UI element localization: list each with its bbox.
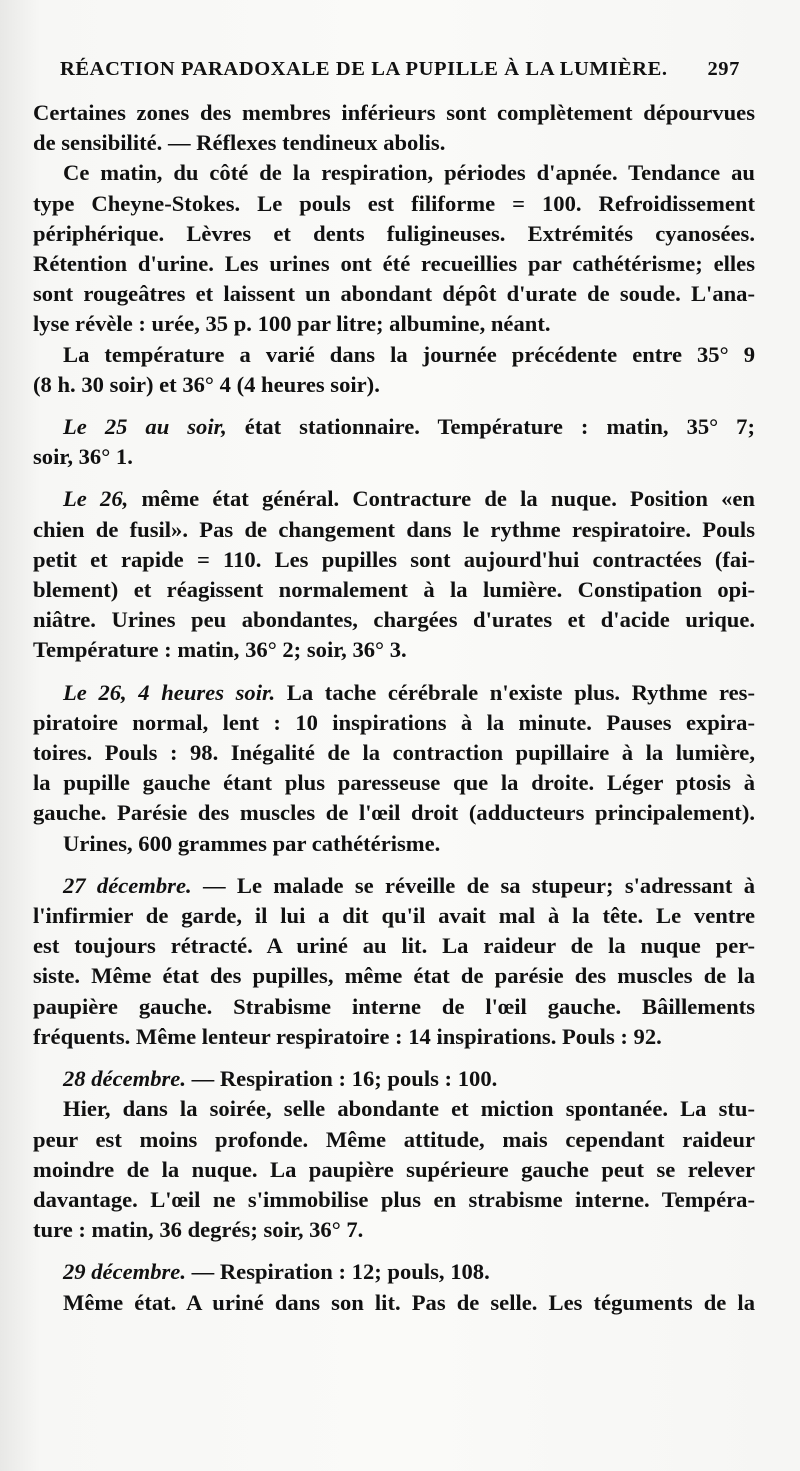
- line-text: de sensibilité. — Réflexes tendineux abolis.: [33, 130, 446, 156]
- text-line: [33, 370, 755, 400]
- text-line: [33, 545, 755, 575]
- line-text: siste. Même état des pupilles, même état de parésie des muscles de la: [33, 963, 755, 989]
- text-line: [33, 992, 755, 1022]
- text-line: [33, 219, 755, 249]
- paragraph-gap: [33, 666, 755, 678]
- line-text: gauche. Parésie des muscles de l'œil droit (adducteurs principalement).: [33, 800, 755, 826]
- paragraph-gap: [33, 1052, 755, 1064]
- line-text: niâtre. Urines peu abondantes, chargées d'urates et d'acide urique.: [33, 607, 755, 633]
- line-text: sont rougeâtres et laissent un abondant dépôt d'urate de soude. L'ana-: [33, 281, 755, 307]
- line-text: — Le malade se réveille de sa stupeur; s'adressant à: [191, 872, 755, 898]
- text-line: [33, 901, 755, 931]
- running-header: [60, 58, 740, 81]
- paragraph-gap: [33, 859, 755, 871]
- text-line: [33, 1257, 755, 1287]
- page-number: 297: [707, 58, 740, 80]
- text-line: [33, 189, 755, 219]
- line-text: soir, 36° 1.: [33, 444, 133, 470]
- line-text: toires. Pouls : 98. Inégalité de la contraction pupillaire à la lumière,: [33, 740, 755, 766]
- date-heading: Le 25 au soir,: [63, 414, 227, 440]
- date-heading: 28 décembre.: [63, 1066, 186, 1092]
- line-text: — Respiration : 12; pouls, 108.: [185, 1259, 490, 1285]
- line-text: moindre de la nuque. La paupière supérieure gauche peut se relever: [33, 1156, 755, 1182]
- line-text: blement) et réagissent normalement à la lumière. Constipation opi-: [33, 577, 755, 603]
- paragraph-gap: [33, 472, 755, 484]
- date-heading: 27 décembre.: [63, 872, 192, 898]
- line-text: chien de fusil». Pas de changement dans le rythme respiratoire. Pouls: [33, 516, 755, 542]
- line-text: est toujours rétracté. A uriné au lit. La raideur de la nuque per-: [33, 933, 755, 959]
- line-text: la pupille gauche étant plus paresseuse que la droite. Léger ptosis à: [33, 770, 755, 796]
- text-line: [33, 1064, 755, 1094]
- line-text: ture : matin, 36 degrés; soir, 36° 7.: [33, 1217, 364, 1243]
- text-line: [33, 128, 755, 158]
- text-line: [33, 158, 755, 188]
- line-text: lyse révèle : urée, 35 p. 100 par litre; albumine, néant.: [33, 311, 551, 337]
- line-text: (8 h. 30 soir) et 36° 4 (4 heures soir).: [33, 371, 380, 397]
- line-text: Température : matin, 36° 2; soir, 36° 3.: [33, 637, 407, 663]
- text-line: [33, 442, 755, 472]
- date-heading: Le 26, 4 heures soir.: [63, 679, 276, 705]
- paragraph-gap: [33, 1245, 755, 1257]
- line-text: petit et rapide = 110. Les pupilles sont aujourd'hui contractées (fai-: [33, 546, 755, 572]
- text-line: [33, 678, 755, 708]
- text-line: [33, 309, 755, 339]
- text-line: [33, 1155, 755, 1185]
- line-text: La tache cérébrale n'existe plus. Rythme res-: [275, 679, 755, 705]
- date-heading: 29 décembre.: [63, 1259, 186, 1285]
- line-text: Rétention d'urine. Les urines ont été recueillies par cathétérisme; elles: [33, 251, 755, 277]
- text-line: [33, 871, 755, 901]
- text-line: [33, 961, 755, 991]
- text-line: [33, 575, 755, 605]
- text-line: [33, 1094, 755, 1124]
- line-text: type Cheyne-Stokes. Le pouls est filiforme = 100. Refroidissement: [33, 190, 755, 216]
- text-line: [33, 412, 755, 442]
- text-line: [33, 484, 755, 514]
- text-line: [33, 1288, 755, 1318]
- text-line: [33, 635, 755, 665]
- text-line: [33, 798, 755, 828]
- running-title: RÉACTION PARADOXALE DE LA PUPILLE À LA LUMIÈRE.: [60, 58, 668, 80]
- line-text: même état général. Contracture de la nuque. Position «en: [128, 486, 755, 512]
- text-line: [33, 1022, 755, 1052]
- text-line: [33, 605, 755, 635]
- body-text: [33, 98, 755, 1318]
- line-text: l'infirmier de garde, il lui a dit qu'il avait mal à la tête. Le ventre: [33, 903, 755, 929]
- line-text: — Respiration : 16; pouls : 100.: [185, 1066, 498, 1092]
- line-text: état stationnaire. Température : matin, 35° 7;: [226, 414, 755, 440]
- text-line: [33, 1215, 755, 1245]
- text-line: [33, 1125, 755, 1155]
- text-line: [33, 768, 755, 798]
- line-text: La température a varié dans la journée précédente entre 35° 9: [63, 341, 755, 367]
- line-text: Même état. A uriné dans son lit. Pas de selle. Les téguments de la: [63, 1289, 755, 1315]
- date-heading: Le 26,: [63, 486, 129, 512]
- text-line: [33, 931, 755, 961]
- paragraph-gap: [33, 400, 755, 412]
- text-line: [33, 279, 755, 309]
- text-line: [33, 249, 755, 279]
- line-text: davantage. L'œil ne s'immobilise plus en strabisme interne. Tempéra-: [33, 1186, 755, 1212]
- text-line: [33, 738, 755, 768]
- line-text: piratoire normal, lent : 10 inspirations à la minute. Pauses expira-: [33, 709, 755, 735]
- text-line: [33, 829, 755, 859]
- line-text: périphérique. Lèvres et dents fuligineuses. Extrémités cyanosées.: [33, 220, 755, 246]
- line-text: Hier, dans la soirée, selle abondante et miction spontanée. La stu-: [63, 1096, 755, 1122]
- line-text: fréquents. Même lenteur respiratoire : 14 inspirations. Pouls : 92.: [33, 1023, 662, 1049]
- text-line: [33, 1185, 755, 1215]
- text-line: [33, 515, 755, 545]
- line-text: peur est moins profonde. Même attitude, mais cependant raideur: [33, 1126, 755, 1152]
- line-text: Urines, 600 grammes par cathétérisme.: [63, 830, 441, 856]
- text-line: [33, 708, 755, 738]
- line-text: paupière gauche. Strabisme interne de l'œil gauche. Bâillements: [33, 993, 755, 1019]
- text-line: [33, 340, 755, 370]
- line-text: Certaines zones des membres inférieurs sont complètement dépourvues: [33, 100, 755, 125]
- text-line: [33, 98, 755, 128]
- line-text: Ce matin, du côté de la respiration, périodes d'apnée. Tendance au: [63, 160, 755, 186]
